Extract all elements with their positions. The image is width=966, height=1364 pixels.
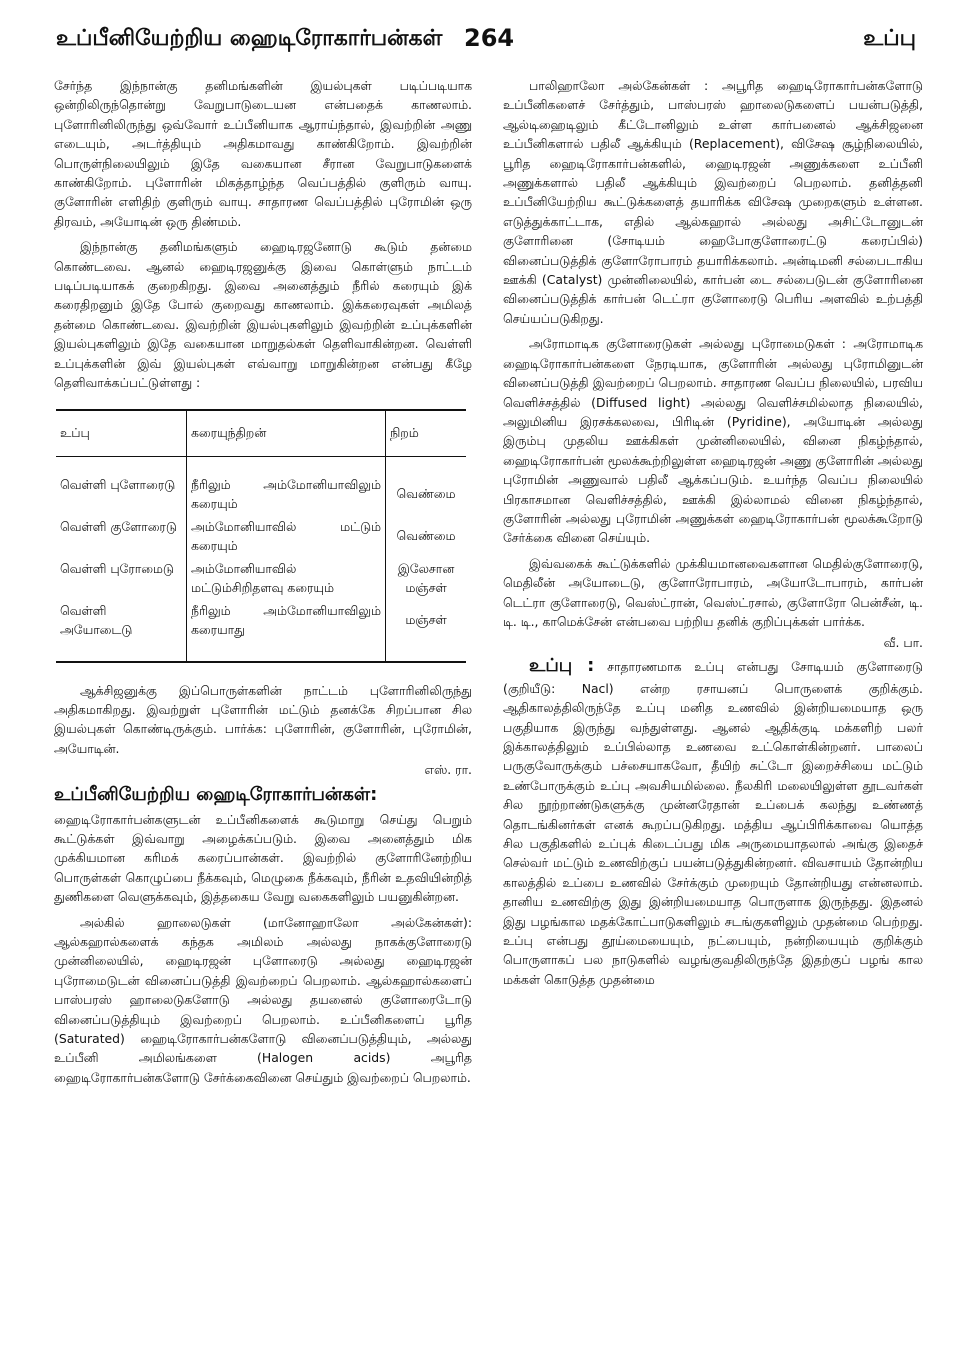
salt-solubility: நீரிலும் அம்மோனியாவிலும் கரையாது [187, 599, 386, 662]
running-head-right: உப்பு [863, 26, 916, 51]
salt-solubility: அம்மோனியாவில் மட்டும் கரையும் [187, 515, 386, 557]
header-salt: உப்பு [56, 410, 187, 457]
salt-name: வெள்ளி அயோடைடு [56, 599, 187, 662]
salt-name: வெள்ளி குளோரைடு [56, 515, 187, 557]
salt-entry-paragraph [503, 653, 923, 990]
left-column [54, 76, 472, 1093]
table-row [56, 557, 466, 599]
author-initials: எஸ். ரா. [424, 762, 472, 778]
salt-solubility: நீரிலும் அம்மோனியாவிலும் கரையும் [187, 456, 386, 515]
table-header-row [56, 410, 466, 457]
table-row [56, 456, 466, 515]
alkyl-halides-paragraph: அல்கில் ஹாலைடுகள் (மானோஹாலோ அல்கேன்கள்): ஆல்கஹால்களைக் கந்தக அமிலம் அல்லது நாகக்குளோரைடு முன்னிலையில், ஹைடிரஜன் புளோரைடு அல்லது ஹைடிரஜன் புரோமைடுடன் வினைப்படுத்தி இவற்றைப் பெறலாம். ஆல்கஹால்களைப் பாஸ்பரஸ் ஹாலைடுகளோடு அல்லது தயனைல் குளோரைடோடு வினைப்படுத்தியும் இவற்றைப் பெறலாம். உப்பீனிகளைப் பூரித (Saturated) ஹைடிரோகார்பன்களோடு வினைப்படுத்தியும், அல்லது உப்பீனி அமிலங்களை (Halogen acids) அபூரித ஹைடிரோகார்பன்களோடு சேர்க்கைவினை செய்தும் இவற்றைப் பெறலாம். [54, 914, 472, 1085]
salt-entry-text: சாதாரணமாக உப்பு என்பது சோடியம் குளோரைடு (குறியீடு: Nacl) என்ற ரசாயனப் பொருளைக் குறிக்கும். ஆதிகாலத்திலிருந்தே உப்பு மனித உணவில் இன்றியமையாத ஒரு பகுதியாக இருந்து வந்துள்ளது. ஆனல் ஆதிக்குடி மக்களிற் பலர் இக்காலத்திலும் உப்பில்லாத உணவை உட்கொள்கின்றனர். பாலைப் பருகுவோருக்கும் பச்சையாகவோ, தீயிற் சுட்டோ இறைச்சியை மட்டும் உண்போருக்கும் உப்பு அவசியமில்லை. நீலகிரி மலையிலுள்ள தூடவர்கள் சில நூற்றாண்டுகளுக்கு முன்னரேதான் உப்பைக் கலந்து உண்ணத் தொடங்கினர்கள் எனக் கூறப்படுகிறது. மத்திய ஆப்பிரிக்காவை யொத்த சில பகுதிகளில் உப்புக் கிடைப்பது மிக அருமையாதலால் அங்கு இதைச் செல்வர் மட்டும் உணவிற்குப் பயன்படுத்துகின்றனர். விவசாயம் தோன்றிய காலத்தில் உப்பை உணவில் சேர்க்கும் முறையும் தோன்றியது என்னலாம். தானிய உணவிற்கு இது இன்றியமையாத பொருளாக இருந்தது. இதனல் இது பழங்கால மதக்கோட்பாடுகளிலும் சடங்குகளிலும் முதன்மை பெற்றது. உப்பு என்பது தூய்மையையும், நட்பையும், நன்றியையும் குறிக்கும் பொருளாகப் பல நாடுகளில் வழங்குவதிலிருந்தே இதற்குப் பழங் கால மக்கள் கொடுத்த முதன்மை [503, 658, 923, 987]
salt-color: மஞ்சள் [386, 599, 467, 662]
oxygen-affinity-paragraph: ஆக்சிஜனுக்கு இப்பொருள்களின் நாட்டம் புளோரினிலிருந்து அதிகமாகிறது. இவற்றுள் புளோரின் மட்டும் தனக்கே சிறப்பான சில இயல்புகள் கொண்டிருக்கும். பார்க்க: புளோரின், குளோரின், புரோமின், அயோடின். [54, 682, 472, 756]
entry-heading: உப்பு : [529, 654, 595, 676]
page-header [56, 26, 916, 62]
right-column [503, 76, 923, 995]
page-number: 264 [464, 24, 515, 52]
salt-color: இலேசான மஞ்சள் [397, 560, 455, 595]
author-initials: வீ. பா. [883, 635, 923, 651]
section-heading: உப்பீனியேற்றிய ஹைடிரோகார்பன்கள்: [54, 783, 378, 805]
salt-solubility: அம்மோனியாவில் மட்டும்சிறிதளவு கரையும் [187, 557, 386, 599]
important-compounds-paragraph: இவ்வகைக் கூட்டுக்களில் முக்கியமானவைகளான மெதில்குளோரைடு, மெதிலீன் அயோடைடு, குளோரோபாரம், அயோடோபாரம், கார்பன் டெட்ரா குளோரைடு, வெஸ்ட்ரான், வெஸ்ட்ரசால், குளோரோ பென்சீன், டி. டி. டி., காமெக்சேன் என்பவை பற்றிய தனிக் குறிப்புக்கள் பார்க்க. [503, 555, 923, 629]
header-solubility: கரையுந்திறன் [187, 410, 386, 457]
salt-name: வெள்ளி புரோமைடு [56, 557, 187, 599]
halogen-properties-paragraph: சேர்ந்த இந்நான்கு தனிமங்களின் இயல்புகள் படிப்படியாக ஒன்றிலிருந்தொன்று வேறுபாடுடையன என்பதைக் காணலாம். புளோரினிலிருந்து ஒவ்வோர் உப்பீனியாக ஆராய்ந்தால், இவற்றின் அணு எடையும், அடர்த்தியும் அதிகமாவது காண்கிறோம். இவற்றின் பொருள்நிலையிலும் இதே வகையான சீரான வேறுபாடுகளைக் காண்கிறோம். புளோரின் மிகத்தாழ்ந்த வெப்பத்தில் குளிரும் வாயு. குளோரின் எளிதிற் குளிரும் வாயு. சாதாரண வெப்பத்தில் புரோமின் ஒரு திரவம், அயோடின் ஒரு திண்மம். [54, 78, 472, 229]
halogenated-hydrocarbons-intro: ஹைடிரோகார்பன்களுடன் உப்பீனிகளைக் கூடுமாறு செய்து பெறும் கூட்டுக்கள் இவ்வாறு அழைக்கப்படும். இவை அனைத்தும் மிக முக்கியமான கரிமக் கரைப்பான்கள். இவற்றில் குளோரினேற்றிய பொருள்கள் கொழுப்பை நீக்கவும், மெழுகை நீக்கவும், நீரின் உதவியின்றித் துணிகளை வெளுக்கவும், இத்தகைய வேறு வகைகளிலும் பயனுகின்றன. [54, 811, 472, 905]
hydrogen-affinity-paragraph: இந்நான்கு தனிமங்களும் ஹைடிரஜனோடு கூடும் தன்மை கொண்டவை. ஆனல் ஹைடிரஜனுக்கு இவை கொள்ளும் நாட்டம் படிப்படியாகக் குறைகிறது. இவை அனைத்தும் நீரில் கரையும் இக் கரைதிறனும் இதே போல் குறைவது காணலாம். இக்கரைவுகள் அமிலத் தன்மை கொண்டவை. இவற்றின் இயல்புகளிலும் இவற்றின் உப்புக்களின் இயல்புகளிலும் இதே வகையான மாறுதல்கள் தெளிவாகின்றன. வெள்ளி உப்புக்களின் இவ் இயல்புகள் எவ்வாறு மாறுகின்றன என்பது கீழே தெளிவாக்கப்பட்டுள்ளது : [54, 239, 472, 391]
table-row [56, 599, 466, 662]
salt-color: வெண்மை [396, 486, 456, 501]
salt-name: வெள்ளி புளோரைடு [56, 456, 187, 515]
polyhalo-alkanes-paragraph: பாலிஹாலோ அல்கேன்கள் : அபூரித ஹைடிரோகார்பன்களோடு உப்பீனிகளைச் சேர்த்தும், பாஸ்பரஸ் ஹாலைடுகளைப் பயன்படுத்தி, ஆல்டிஹைடிலும் கீட்டோனிலும் உள்ள கார்பனைல் ஆக்சிஜனை உப்பீனிகளால் பதிலீ ஆக்கியும் (Replacement), விசேஷ சூழ்நிலையில், பூரித ஹைடிரோகார்பன்களில், ஹைடிரஜன் அணுக்களை உப்பீனி அணுக்களால் பதிலீ ஆக்கியும் இவற்றைப் பெறலாம். தனித்தனி உப்பீனியேற்றிய கூட்டுக்களைத் தயாரிக்க விசேஷ முறைகளும் உள்ளன. எடுத்துக்காட்டாக, எதில் ஆல்கஹால் அல்லது அசிட்டோனுடன் குளோரினை (சோடியம் ஹைபோகுளோரைட்டு கரைப்பில்) வினைப்படுத்திக் குளோரோபாரம் தயாரிக்கலாம். அன்டிமனி சல்பைடாகிய ஊக்கி (Catalyst) முன்னிலையில், கார்பன் டை சல்பைடுடன் குளோரினை வினைப்படுத்திக் கார்பன் டெட்ரா குளோரைடு பெரிய அளவில் உற்பத்தி செய்யப்படுகிறது. [503, 78, 923, 326]
table-row [56, 515, 466, 557]
silver-salts-table [56, 409, 466, 663]
aromatic-halides-paragraph: அரோமாடிக குளோரைடுகள் அல்லது புரோமைடுகள் : அரோமாடிக ஹைடிரோகார்பன்களை நேரடியாக, குளோரின் அல்லது புரோமினுடன் வினைப்படுத்தி இவற்றைப் பெறலாம். சாதாரண வெப்ப நிலையில், பரவிய வெளிச்சத்தில் (Diffused light) அல்லது வெளிச்சமில்லாத நிலையில், அலுமினிய இரசக்கலவை, பிரிடின் (Pyridine), அயோடின் அல்லது இரும்பு முதலிய ஊக்கிகள் முன்னிலையில், வினை நிகழ்ந்தால், ஹைடிரோகார்பன் மூலக்கூற்றிலுள்ள ஹைடிரஜன் அணு குளோரின் அல்லது புரோமின் அணுவால் பதிலீ ஆக்கப்படும். உயர்ந்த வெப்ப நிலையில் பிரகாசமான வெளிச்சத்தில், ஊக்கி இல்லாமல் வினை நிகழ்ந்தால், குளோரின் அல்லது புரோமின் அணுக்கள் ஹைடிரோகார்பன் மூலக்கூறோடு சேர்க்கை வினை செய்யும். [503, 336, 923, 546]
running-title: உப்பீனியேற்றிய ஹைடிரோகார்பன்கள் [56, 26, 443, 51]
salt-color: வெண்மை [396, 528, 456, 543]
header-color: நிறம் [386, 410, 467, 457]
